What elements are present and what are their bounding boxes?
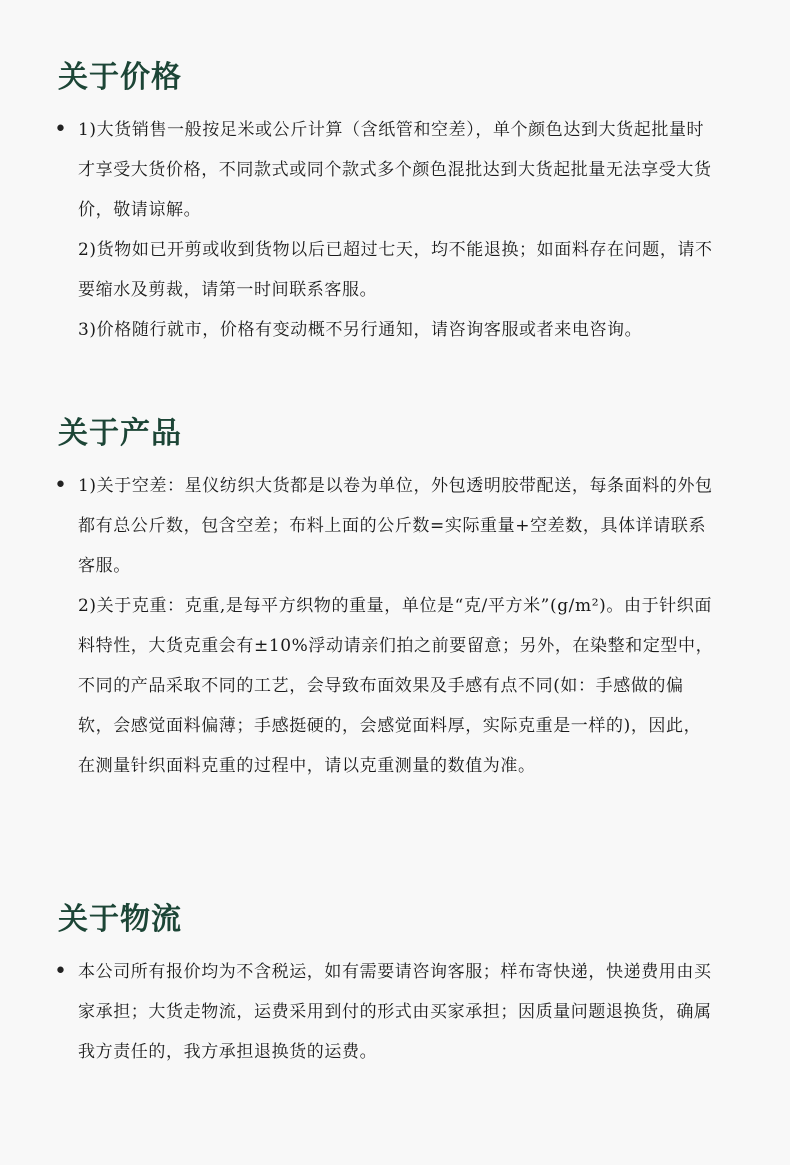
- logistics-text-block: [78, 952, 718, 1072]
- pricing-text-block: [78, 110, 718, 350]
- product-item-2: 2)关于克重：克重,是每平方织物的重量，单位是“克/平方米”(g/m²)。由于针织面料特性，大货克重会有±10%浮动请亲们拍之前要留意；另外，在染整和定型中，不同的产品采取不同的工艺，会导致布面效果及手感有点不同(如：手感做的偏软，会感觉面料偏薄；手感挺硬的，会感觉面料厚，实际克重是一样的)，因此，在测量针织面料克重的过程中，请以克重测量的数值为准。: [78, 596, 714, 776]
- section-title-logistics: 关于物流: [58, 902, 182, 937]
- section-title-pricing: 关于价格: [58, 60, 182, 95]
- pricing-item-1: 1)大货销售一般按足米或公斤计算（含纸管和空差），单个颜色达到大货起批量时才享受大货价格，不同款式或同个款式多个颜色混批达到大货起批量无法享受大货价，敬请谅解。: [78, 120, 712, 220]
- product-item-1: 1)关于空差：星仪纺织大货都是以卷为单位，外包透明胶带配送，每条面料的外包都有总公斤数，包含空差；布料上面的公斤数=实际重量+空差数，具体详请联系客服。: [78, 476, 713, 576]
- product-text-block: [78, 466, 718, 786]
- logistics-item-1: 本公司所有报价均为不含税运，如有需要请咨询客服；样布寄快递，快递费用由买家承担；大货走物流，运费采用到付的形式由买家承担；因质量问题退换货，确属我方责任的，我方承担退换货的运费。: [78, 962, 712, 1062]
- pricing-item-2: 2)货物如已开剪或收到货物以后已超过七天，均不能退换；如面料存在问题，请不要缩水及剪裁，请第一时间联系客服。: [78, 240, 713, 300]
- bullet-dot: •: [54, 117, 67, 142]
- section-title-product: 关于产品: [58, 416, 182, 451]
- pricing-item-3: 3)价格随行就市，价格有变动概不另行通知，请咨询客服或者来电咨询。: [78, 320, 643, 340]
- bullet-dot: •: [54, 959, 67, 984]
- bullet-dot: •: [54, 473, 67, 498]
